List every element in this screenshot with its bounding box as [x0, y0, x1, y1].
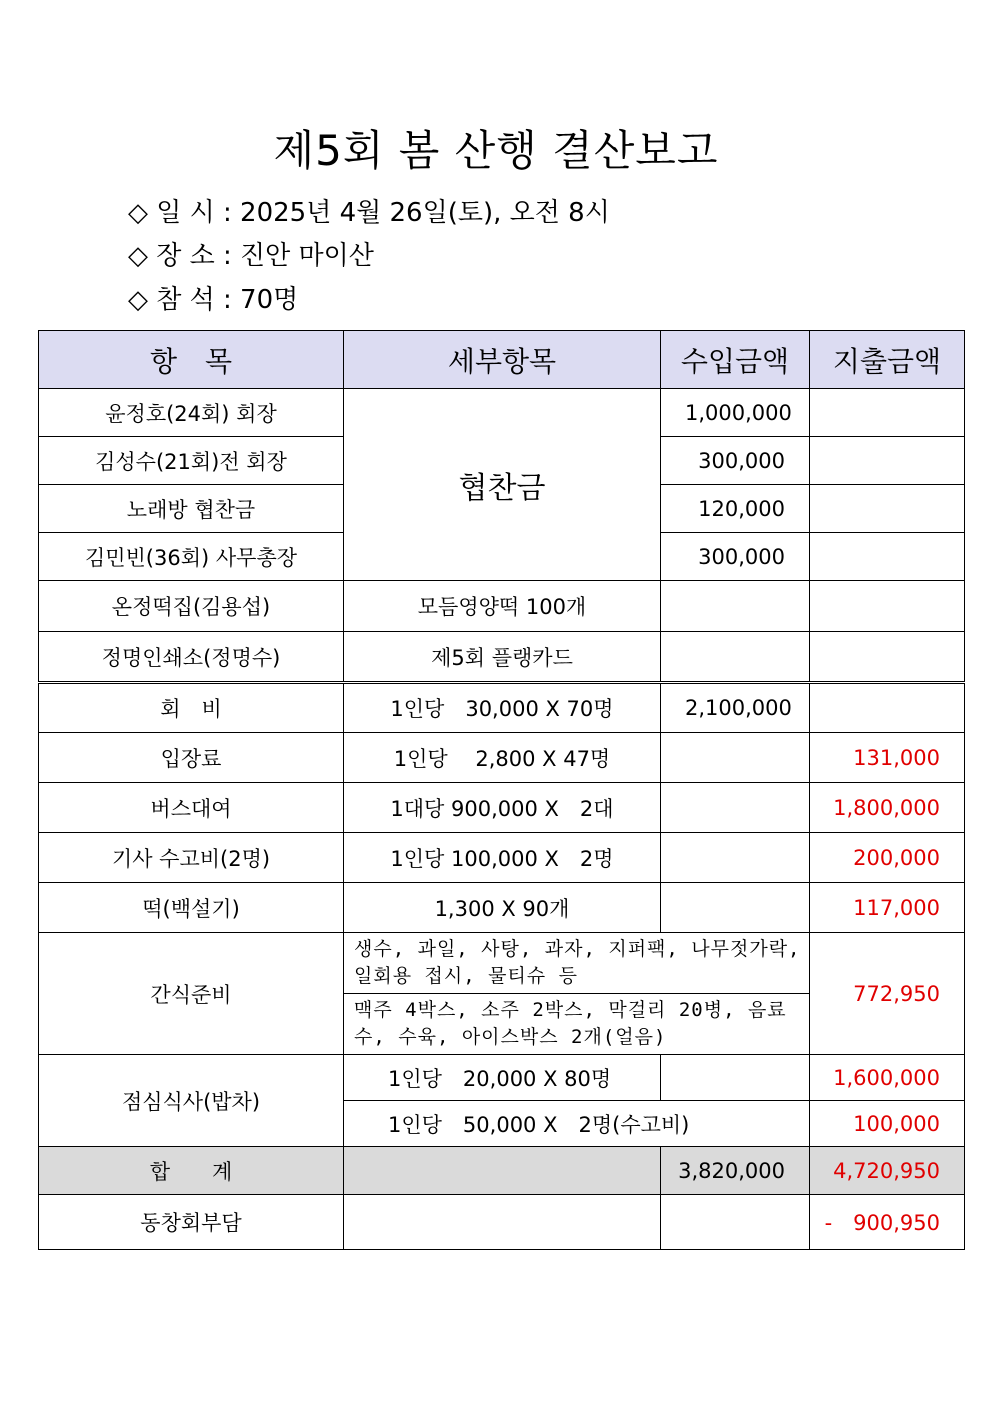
- row-item: 노래방 협찬금: [39, 485, 344, 533]
- row-income: [661, 581, 810, 632]
- lunch-expense-2: 100,000: [810, 1101, 965, 1147]
- row-income: 2,100,000: [661, 683, 810, 733]
- row-item: 회 비: [39, 683, 344, 733]
- alumni-row: [39, 1195, 965, 1250]
- row-item: 김민빈(36회) 사무총장: [39, 533, 344, 581]
- row-expense: [810, 437, 965, 485]
- page-title: 제5회 봄 산행 결산보고: [273, 126, 719, 175]
- settlement-table: [38, 330, 965, 1250]
- alumni-detail: [344, 1195, 661, 1250]
- row-detail: 1대당 900,000 X 2대: [344, 783, 661, 833]
- info-attendance: [128, 279, 298, 316]
- total-row: [39, 1147, 965, 1195]
- row-expense: [810, 683, 965, 733]
- table-row: [39, 833, 965, 883]
- row-income: [661, 733, 810, 783]
- total-expense: 4,720,950: [810, 1147, 965, 1195]
- sponsor-group-cell: 협찬금: [344, 389, 661, 581]
- row-income: [661, 783, 810, 833]
- total-income: 3,820,000: [661, 1147, 810, 1195]
- row-income: [661, 632, 810, 683]
- row-income: 1,000,000: [661, 389, 810, 437]
- table-row: [39, 389, 965, 437]
- row-income: 120,000: [661, 485, 810, 533]
- row-detail: 1,300 X 90개: [344, 883, 661, 933]
- header-detail: 세부항목: [344, 331, 661, 389]
- header-item: 항 목: [39, 331, 344, 389]
- info-date: [128, 192, 610, 229]
- row-item: 버스대여: [39, 783, 344, 833]
- table-row: [39, 933, 965, 994]
- snack-detail-1: 생수, 과일, 사탕, 과자, 지퍼팩, 나무젓가락, 일회용 접시, 물티슈 등: [344, 933, 810, 994]
- table-header-row: [39, 331, 965, 389]
- info-date-value: 2025년 4월 26일(토), 오전 8시: [240, 198, 610, 228]
- total-label: 합 계: [39, 1147, 344, 1195]
- row-item: 기사 수고비(2명): [39, 833, 344, 883]
- table-row: [39, 632, 965, 683]
- info-attendance-value: 70명: [240, 285, 299, 315]
- row-item: 윤정호(24회) 회장: [39, 389, 344, 437]
- row-detail: 제5회 플랭카드: [344, 632, 661, 683]
- row-income: [661, 883, 810, 933]
- row-detail: 1인당 2,800 X 47명: [344, 733, 661, 783]
- table-row: [39, 1055, 965, 1101]
- row-expense: 200,000: [810, 833, 965, 883]
- info-place-label: ◇ 장 소 :: [128, 241, 232, 271]
- row-item: 입장료: [39, 733, 344, 783]
- total-detail: [344, 1147, 661, 1195]
- row-item: 정명인쇄소(정명수): [39, 632, 344, 683]
- row-income: 300,000: [661, 533, 810, 581]
- row-expense: 131,000: [810, 733, 965, 783]
- row-income: [661, 1055, 810, 1101]
- row-detail: 1인당 100,000 X 2명: [344, 833, 661, 883]
- info-place: [128, 235, 374, 272]
- row-income: [661, 833, 810, 883]
- snack-detail-2: 맥주 4박스, 소주 2박스, 막걸리 20병, 음료수, 수육, 아이스박스 2개(얼음): [344, 994, 810, 1055]
- snack-item: 간식준비: [39, 933, 344, 1055]
- table-row: [39, 733, 965, 783]
- table-row: [39, 783, 965, 833]
- lunch-detail-2: 1인당 50,000 X 2명(수고비): [344, 1101, 810, 1147]
- alumni-income: [661, 1195, 810, 1250]
- row-expense: [810, 389, 965, 437]
- lunch-item: 점심식사(밥차): [39, 1055, 344, 1147]
- row-item: 떡(백설기): [39, 883, 344, 933]
- lunch-detail-1: 1인당 20,000 X 80명: [344, 1055, 661, 1101]
- alumni-label: 동창회부담: [39, 1195, 344, 1250]
- header-expense: 지출금액: [810, 331, 965, 389]
- row-detail: 모듬영양떡 100개: [344, 581, 661, 632]
- table-row: [39, 683, 965, 733]
- row-item: 온정떡집(김용섭): [39, 581, 344, 632]
- row-expense: [810, 485, 965, 533]
- table-row: [39, 883, 965, 933]
- header-income: 수입금액: [661, 331, 810, 389]
- lunch-expense-1: 1,600,000: [810, 1055, 965, 1101]
- row-expense: [810, 533, 965, 581]
- table-row: [39, 581, 965, 632]
- row-expense: 1,800,000: [810, 783, 965, 833]
- alumni-expense: - 900,950: [810, 1195, 965, 1250]
- row-expense: [810, 632, 965, 683]
- row-item: 김성수(21회)전 회장: [39, 437, 344, 485]
- info-date-label: ◇ 일 시 :: [128, 198, 232, 228]
- info-place-value: 진안 마이산: [240, 241, 374, 271]
- row-expense: 117,000: [810, 883, 965, 933]
- row-detail: 1인당 30,000 X 70명: [344, 683, 661, 733]
- snack-expense: 772,950: [810, 933, 965, 1055]
- row-expense: [810, 581, 965, 632]
- row-income: 300,000: [661, 437, 810, 485]
- info-attendance-label: ◇ 참 석 :: [128, 285, 232, 315]
